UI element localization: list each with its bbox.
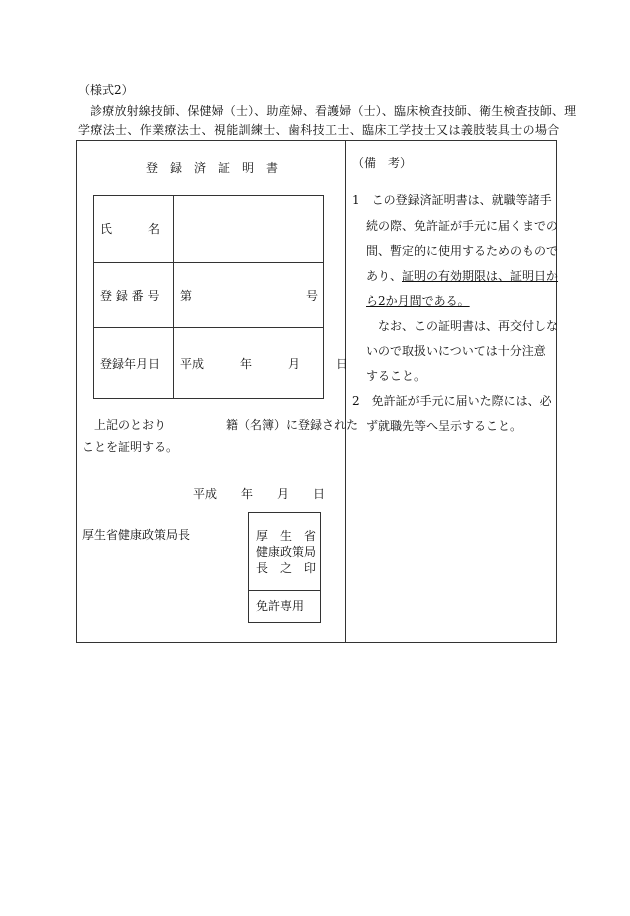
remarks-line: ず就職先等へ呈示すること。 (366, 419, 523, 433)
seal-line-3: 長 之 印 (256, 561, 317, 575)
reg-number-suffix: 号 (306, 289, 319, 303)
reg-number-label: 登 録 番 号 (100, 289, 160, 303)
seal-footer: 免許専用 (256, 599, 305, 613)
reg-date-value: 平成 年 月 日 (180, 357, 349, 371)
remarks-line: なお、この証明書は、再交付しな (366, 319, 559, 333)
remarks-text: あり、 (366, 269, 403, 283)
table-row-divider (93, 327, 324, 328)
seal-divider (248, 590, 321, 591)
reg-number-prefix: 第 (180, 289, 193, 303)
seal-line-2: 健康政策局 (256, 545, 317, 559)
remarks-line: いので取扱いについては十分注意 (366, 344, 546, 358)
remarks-line: 続の際、免許証が手元に届くまでの (366, 219, 559, 233)
table-col-divider (173, 195, 174, 399)
validity-note: ら2か月間である。 (366, 294, 470, 308)
remarks-line: すること。 (366, 369, 427, 383)
form-label: （様式2） (78, 83, 134, 97)
remarks-line (366, 268, 558, 284)
column-divider (345, 140, 346, 643)
statement-line-1: 上記のとおり 籍（名簿）に登録された (94, 418, 359, 432)
validity-note: 証明の有効期限は、証明日か (402, 269, 559, 283)
reg-date-label: 登録年月日 (100, 357, 161, 371)
table-row-divider (93, 262, 324, 263)
remarks-line: 1 この登録済証明書は、就職等諸手 (352, 193, 552, 207)
issuer: 厚生省健康政策局長 (82, 528, 191, 542)
heading-line-1: 診療放射線技師、保健婦（士）、助産婦、看護婦（士）、臨床検査技師、衛生検査技師、理 (78, 104, 577, 118)
certificate-title: 登 録 済 証 明 書 (146, 161, 279, 175)
statement-line-2: ことを証明する。 (82, 440, 179, 454)
name-label: 氏 名 (100, 222, 161, 236)
heading-line-2: 学療法士、作業療法士、視能訓練士、歯科技工士、臨床工学技士又は義肢装具士の場合 (78, 123, 560, 137)
seal-line-1: 厚 生 省 (256, 529, 317, 543)
remarks-line: 2 免許証が手元に届いた際には、必 (352, 394, 552, 408)
remarks-line: 間、暫定的に使用するためのもので (366, 244, 559, 258)
remarks-title: （備 考） (352, 156, 413, 170)
certificate-date: 平成 年 月 日 (193, 487, 326, 501)
